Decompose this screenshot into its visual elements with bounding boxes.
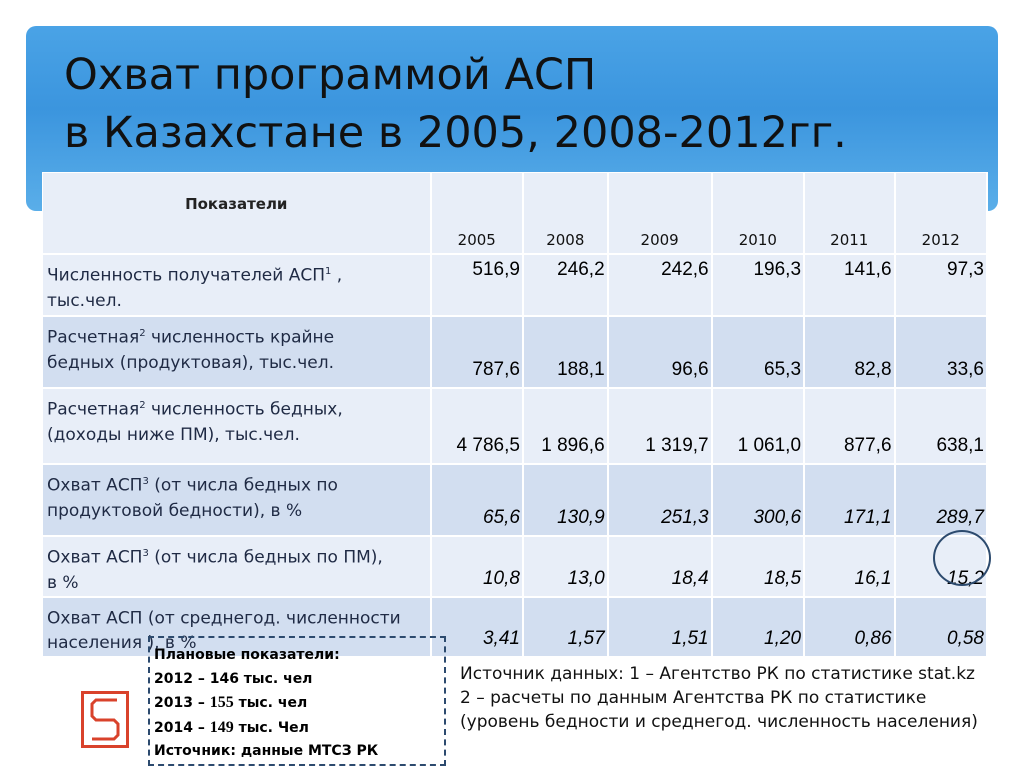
table-cell: 877,6 (804, 388, 894, 464)
plan-title: Плановые показатели: (154, 647, 340, 663)
table-cell: 97,3 (895, 254, 987, 316)
table-cell: 16,1 (804, 536, 894, 597)
row-label: Расчетная$^2$ численность крайне бедных (продуктовая), тыс.чел. (43, 316, 431, 388)
highlight-circle (933, 530, 991, 586)
row-label: Охват АСП (от среднегод. численности населения ), в % (43, 597, 431, 658)
table-cell: 141,6 (804, 254, 894, 316)
table-cell: 0,86 (804, 597, 894, 658)
source-note (460, 662, 978, 734)
table-cell: 171,1 (804, 464, 894, 536)
plan-2013: 2013 – 155 тыс. чел (154, 694, 308, 711)
table-row (43, 464, 988, 536)
table-cell: 33,6 (895, 316, 987, 388)
plan-2014: 2014 – 149 тыс. Чел (154, 718, 309, 736)
logo-s-shape (84, 694, 126, 745)
table-cell: 246,2 (523, 254, 608, 316)
table-cell: 787,6 (431, 316, 523, 388)
header-year: 2005 (431, 173, 523, 255)
table-cell: 10,8 (431, 536, 523, 597)
table-cell: 18,4 (608, 536, 712, 597)
plan-source: Источник: данные МТСЗ РК (154, 743, 379, 759)
table-row (43, 316, 988, 388)
row-label: Расчетная$^2$ численность бедных, (доходы ниже ПМ), тыс.чел. (43, 388, 431, 464)
table-cell: 1,51 (608, 597, 712, 658)
table-cell: 1,57 (523, 597, 608, 658)
header-year: 2011 (804, 173, 894, 255)
header-year: 2010 (712, 173, 804, 255)
table-cell: 1 061,0 (712, 388, 804, 464)
table-cell: 516,9 (431, 254, 523, 316)
table-cell: 196,3 (712, 254, 804, 316)
table-cell: 0,58 (895, 597, 987, 658)
header-year: 2009 (608, 173, 712, 255)
table-cell: 18,5 (712, 536, 804, 597)
table-cell: 65,3 (712, 316, 804, 388)
table-cell: 96,6 (608, 316, 712, 388)
table-cell: 15,2 (895, 536, 987, 597)
table-cell: 65,6 (431, 464, 523, 536)
table-cell: 4 786,5 (431, 388, 523, 464)
title-line-2: в Казахстане в 2005, 2008-2012гг. (64, 108, 847, 158)
table-cell: 242,6 (608, 254, 712, 316)
plan-2012: 2012 – 146 тыс. чел (154, 670, 313, 687)
table-cell: 1 319,7 (608, 388, 712, 464)
table-row (43, 388, 988, 464)
table-cell: 289,7 (895, 464, 987, 536)
table-cell: 188,1 (523, 316, 608, 388)
page-title (64, 46, 847, 162)
row-label: Охват АСП$^3$ (от числа бедных по ПМ), в % (43, 536, 431, 597)
table-row (43, 536, 988, 597)
table-cell: 1 896,6 (523, 388, 608, 464)
table-cell: 130,9 (523, 464, 608, 536)
table-row (43, 254, 988, 316)
table-cell: 3,41 (431, 597, 523, 658)
table-cell: 13,0 (523, 536, 608, 597)
source-line-1: Источник данных: 1 – Агентство РК по статистике stat.kz (460, 664, 975, 684)
table-cell: 251,3 (608, 464, 712, 536)
source-line-3: (уровень бедности и среднегод. численность населения) (460, 712, 978, 732)
plan-box (148, 636, 446, 766)
header-indicators: Показатели (43, 173, 431, 255)
ministry-logo-icon (81, 691, 129, 748)
table-cell: 638,1 (895, 388, 987, 464)
table-header-row (43, 173, 988, 255)
source-line-2: 2 – расчеты по данным Агентства РК по статистике (460, 688, 927, 708)
coverage-table (42, 172, 988, 658)
row-label: Численность получателей АСП$^1$ , тыс.чел. (43, 254, 431, 316)
header-year: 2008 (523, 173, 608, 255)
title-line-1: Охват программой АСП (64, 50, 597, 100)
header-year: 2012 (895, 173, 987, 255)
table-cell: 1,20 (712, 597, 804, 658)
table-cell: 300,6 (712, 464, 804, 536)
row-label: Охват АСП$^3$ (от числа бедных по продуктовой бедности), в % (43, 464, 431, 536)
table-cell: 82,8 (804, 316, 894, 388)
